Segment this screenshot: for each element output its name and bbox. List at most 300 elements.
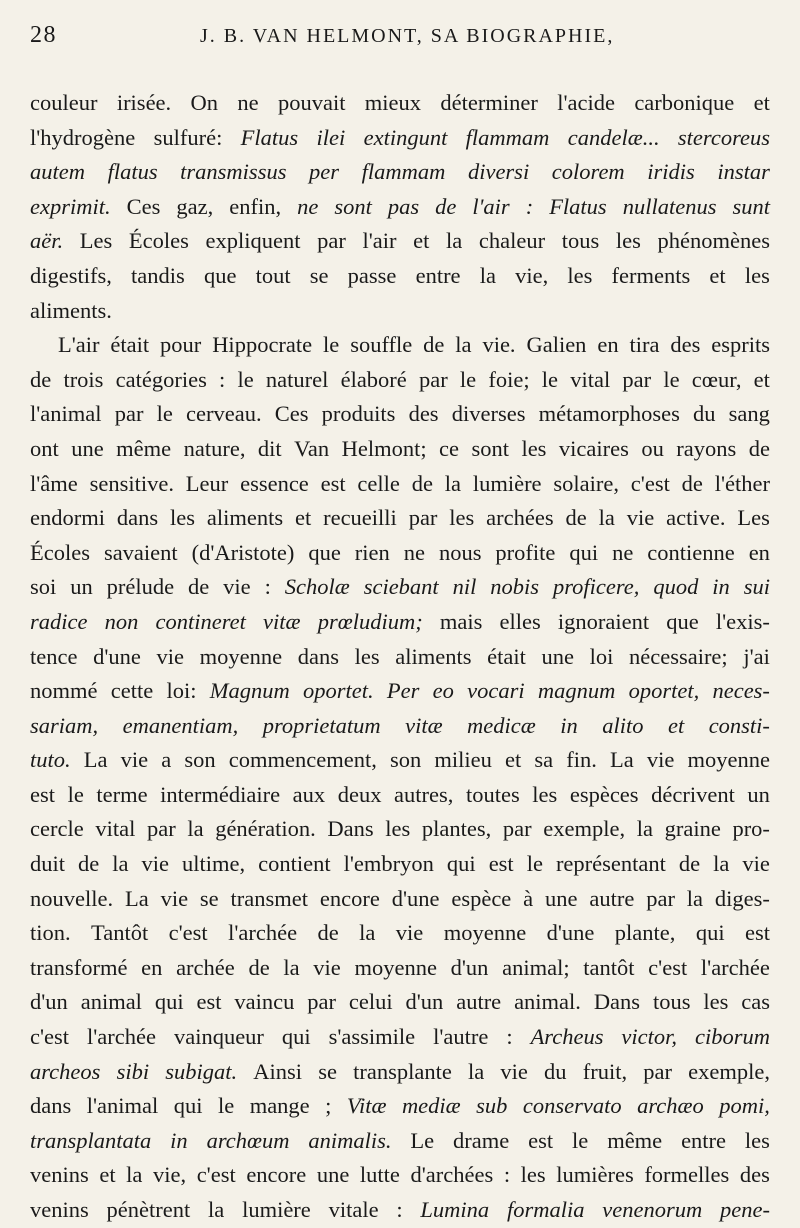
word: d'une bbox=[546, 920, 595, 946]
word: vie bbox=[120, 747, 149, 773]
word: rayons bbox=[676, 435, 737, 461]
word: tous bbox=[561, 228, 600, 254]
text-line bbox=[30, 1124, 770, 1159]
word: métamorphoses bbox=[538, 401, 680, 427]
word: On bbox=[190, 90, 219, 115]
latin-word: nullatenus bbox=[622, 193, 717, 219]
word: naturel bbox=[265, 366, 329, 392]
word: dans bbox=[30, 1093, 72, 1119]
word: diverses bbox=[451, 401, 526, 427]
word: esprits bbox=[711, 332, 770, 358]
word: la bbox=[112, 851, 129, 877]
word: de bbox=[78, 851, 100, 877]
word: la bbox=[446, 228, 463, 254]
word: Ces bbox=[274, 401, 309, 427]
word: et bbox=[504, 747, 522, 773]
word: de bbox=[748, 435, 770, 461]
latin-word: formalia bbox=[506, 1197, 585, 1222]
word: sont bbox=[471, 435, 509, 461]
word: autre bbox=[589, 885, 635, 911]
word: La bbox=[83, 747, 108, 773]
word: ne bbox=[403, 539, 425, 565]
text-line bbox=[30, 1055, 770, 1090]
word: même bbox=[607, 1127, 663, 1153]
word: ont bbox=[30, 435, 59, 461]
word: Hippocrate bbox=[212, 332, 313, 358]
word: qui bbox=[173, 1093, 203, 1119]
word: contient bbox=[258, 851, 331, 877]
word: plante, bbox=[614, 920, 676, 946]
word: recueilli bbox=[323, 505, 397, 531]
word: La bbox=[124, 885, 149, 911]
word: et bbox=[709, 262, 726, 288]
word: un bbox=[70, 574, 93, 600]
latin-word: in bbox=[712, 574, 730, 600]
word: le bbox=[572, 1127, 589, 1153]
word: les bbox=[615, 228, 641, 254]
word: par bbox=[146, 816, 176, 842]
word: lumière bbox=[472, 470, 542, 496]
latin-word: in bbox=[560, 712, 578, 738]
word: cercle bbox=[30, 816, 84, 842]
word: de bbox=[188, 574, 210, 600]
word: le bbox=[156, 401, 173, 427]
word: vie bbox=[742, 851, 770, 877]
word: la bbox=[359, 920, 376, 946]
word: est bbox=[488, 851, 514, 877]
word: les bbox=[744, 262, 770, 288]
text-line bbox=[30, 951, 770, 986]
word: et bbox=[294, 505, 312, 531]
latin-word: et bbox=[667, 712, 685, 738]
latin-word: radice bbox=[30, 608, 88, 634]
word: graine bbox=[664, 816, 721, 842]
word: sa bbox=[534, 747, 554, 773]
word: la bbox=[455, 332, 472, 358]
word: la bbox=[187, 816, 204, 842]
word: Tantôt bbox=[91, 920, 149, 946]
word: moyenne bbox=[354, 954, 437, 980]
latin-word: consti- bbox=[708, 712, 770, 738]
word: vie bbox=[160, 885, 189, 911]
text-line bbox=[30, 86, 770, 121]
word: Les bbox=[737, 505, 770, 531]
word: de bbox=[423, 332, 445, 358]
word: rien bbox=[354, 539, 390, 565]
word: drame bbox=[453, 1127, 510, 1153]
word: autre bbox=[456, 989, 502, 1015]
word: est bbox=[320, 470, 346, 496]
word: le bbox=[663, 366, 680, 392]
word: l'archée bbox=[700, 954, 770, 980]
word: la bbox=[686, 885, 704, 911]
word: la bbox=[444, 470, 462, 496]
word: archées bbox=[486, 505, 554, 531]
word: sang bbox=[728, 401, 770, 427]
word: transplante bbox=[353, 1058, 452, 1084]
latin-word: vocari bbox=[467, 678, 525, 704]
latin-word: sui bbox=[743, 574, 770, 600]
word: c'est bbox=[196, 1162, 236, 1188]
latin-word: : bbox=[525, 193, 534, 219]
word: le bbox=[237, 366, 254, 392]
word: de bbox=[681, 470, 703, 496]
word: la bbox=[283, 954, 300, 980]
word: active. bbox=[666, 505, 726, 531]
word: dit bbox=[257, 435, 282, 461]
latin-word: sibi bbox=[116, 1058, 150, 1084]
word: les bbox=[532, 781, 558, 807]
word: l'acide bbox=[557, 90, 615, 115]
word: les bbox=[567, 262, 593, 288]
word: est bbox=[528, 1127, 554, 1153]
word: les bbox=[354, 643, 380, 669]
latin-word: candelæ... bbox=[567, 124, 660, 150]
word: déterminer bbox=[440, 90, 538, 115]
word: mange bbox=[249, 1093, 310, 1119]
word: Van bbox=[294, 435, 330, 461]
word: tence bbox=[30, 643, 78, 669]
word: c'est bbox=[630, 470, 670, 496]
word: vie bbox=[223, 574, 251, 600]
word: par bbox=[114, 401, 144, 427]
word: entre bbox=[681, 1127, 727, 1153]
word: le bbox=[217, 1093, 235, 1119]
word: loi bbox=[589, 643, 614, 669]
word: les bbox=[521, 435, 547, 461]
word: du bbox=[544, 1058, 567, 1084]
word: encore bbox=[246, 1162, 307, 1188]
word: d'un bbox=[30, 989, 68, 1015]
word: que bbox=[666, 608, 699, 634]
word: duit bbox=[30, 851, 66, 877]
text-line bbox=[30, 259, 770, 294]
word: que bbox=[308, 539, 341, 565]
word: Dans bbox=[593, 989, 641, 1015]
latin-word: sunt bbox=[732, 193, 770, 219]
word: son bbox=[184, 747, 216, 773]
text-line bbox=[30, 1158, 770, 1193]
latin-word: quod bbox=[653, 574, 699, 600]
word: vie, bbox=[515, 262, 549, 288]
word: une bbox=[541, 643, 574, 669]
word: la bbox=[467, 1058, 485, 1084]
latin-word: de bbox=[435, 193, 457, 219]
word: ferments bbox=[611, 262, 691, 288]
latin-word: proprietatum bbox=[262, 712, 381, 738]
word: soi bbox=[30, 574, 57, 600]
word: souffle bbox=[350, 332, 413, 358]
latin-word: alito bbox=[602, 712, 644, 738]
word: d'un bbox=[450, 954, 489, 980]
word: exemple, bbox=[543, 816, 626, 842]
word: était bbox=[110, 332, 150, 358]
text-line bbox=[30, 501, 770, 536]
word: vie bbox=[141, 851, 170, 877]
word: la bbox=[636, 816, 653, 842]
word: qui bbox=[695, 920, 725, 946]
word: mais bbox=[439, 608, 483, 634]
word: Ainsi bbox=[253, 1058, 303, 1084]
word: l'archée bbox=[87, 1024, 156, 1050]
word: lumières bbox=[556, 1162, 634, 1188]
word: espèces bbox=[569, 781, 639, 807]
latin-word: oportet, bbox=[628, 678, 700, 704]
word: par bbox=[646, 885, 675, 911]
text-line bbox=[30, 916, 770, 951]
word: vaincu bbox=[234, 989, 295, 1015]
word: phénomènes bbox=[657, 228, 770, 254]
word: nouvelle. bbox=[30, 885, 114, 911]
word: animal. bbox=[514, 989, 581, 1015]
word: l'archée bbox=[228, 920, 298, 946]
word: a bbox=[161, 747, 172, 773]
word: deux bbox=[337, 781, 382, 807]
text-line bbox=[30, 812, 770, 847]
word: venins bbox=[30, 1197, 89, 1222]
word: les bbox=[169, 505, 195, 531]
text-line bbox=[30, 397, 770, 432]
word: le bbox=[526, 851, 543, 877]
word: transformé bbox=[30, 954, 128, 980]
word: les bbox=[703, 989, 729, 1015]
word: celle bbox=[357, 470, 400, 496]
word: qui bbox=[446, 851, 476, 877]
word: carbonique bbox=[634, 90, 735, 115]
word: que bbox=[203, 262, 237, 288]
word: par bbox=[317, 228, 346, 254]
word: cette bbox=[110, 678, 154, 704]
word: par bbox=[408, 505, 438, 531]
word: des bbox=[670, 332, 701, 358]
word: se bbox=[309, 262, 329, 288]
word: fruit, bbox=[582, 1058, 628, 1084]
latin-word: proficere, bbox=[552, 574, 640, 600]
word: l'hydrogène bbox=[30, 124, 136, 150]
latin-word: flatus bbox=[107, 159, 158, 185]
word: vie bbox=[156, 643, 185, 669]
word: chaleur bbox=[478, 228, 546, 254]
word: animal bbox=[80, 989, 142, 1015]
text-line bbox=[30, 605, 770, 640]
latin-word: sub bbox=[476, 1093, 508, 1119]
word: autres, bbox=[394, 781, 454, 807]
latin-word: archœum bbox=[206, 1127, 290, 1153]
word: à bbox=[523, 885, 534, 911]
word: des bbox=[739, 1162, 770, 1188]
word: terme bbox=[96, 781, 148, 807]
word: transmet bbox=[230, 885, 309, 911]
word: se bbox=[199, 885, 219, 911]
latin-word: sciebant bbox=[363, 574, 439, 600]
word: aliments. bbox=[30, 297, 112, 323]
latin-word: autem bbox=[30, 159, 85, 185]
word: même bbox=[116, 435, 172, 461]
word: le bbox=[541, 366, 559, 392]
text-line bbox=[30, 432, 770, 467]
word: celui bbox=[348, 989, 393, 1015]
word: sensitive. bbox=[89, 470, 174, 496]
latin-word: venenorum bbox=[602, 1197, 703, 1222]
latin-word: medicæ bbox=[467, 712, 536, 738]
latin-word: vitæ bbox=[263, 608, 301, 634]
word: de bbox=[411, 470, 433, 496]
word: lumière bbox=[242, 1197, 311, 1222]
word: vie, bbox=[152, 1162, 187, 1188]
word: contienne bbox=[647, 539, 735, 565]
latin-word: non bbox=[104, 608, 139, 634]
word: foie; bbox=[488, 366, 530, 392]
word: cœur, bbox=[691, 366, 742, 392]
word: catégories bbox=[115, 366, 207, 392]
word: pouvait bbox=[277, 90, 346, 115]
word: Le bbox=[410, 1127, 435, 1153]
text-line bbox=[30, 1089, 770, 1124]
text-line bbox=[30, 467, 770, 502]
word: c'est bbox=[168, 920, 208, 946]
word: l'âme bbox=[30, 470, 78, 496]
word: endormi bbox=[30, 505, 105, 531]
word: nommé bbox=[30, 678, 98, 704]
word: génération. bbox=[215, 816, 316, 842]
word: représentant bbox=[555, 851, 666, 877]
word: son bbox=[389, 747, 422, 773]
word: les bbox=[520, 1162, 546, 1188]
word: d'un bbox=[405, 989, 444, 1015]
page-header bbox=[30, 22, 770, 74]
latin-word: colorem bbox=[551, 159, 625, 185]
latin-word: instar bbox=[717, 159, 770, 185]
latin-word: animalis. bbox=[308, 1127, 392, 1153]
latin-word: Magnum bbox=[209, 678, 290, 704]
word: toutes bbox=[465, 781, 520, 807]
word: d'une bbox=[93, 643, 141, 669]
word: le bbox=[323, 332, 340, 358]
word: de bbox=[30, 366, 52, 392]
word: ce bbox=[439, 435, 460, 461]
latin-word: flammam bbox=[361, 159, 446, 185]
word: est bbox=[30, 781, 55, 807]
word: cerveau. bbox=[186, 401, 262, 427]
word: vie. bbox=[482, 332, 516, 358]
word: dans bbox=[116, 505, 159, 531]
latin-word: archeos bbox=[30, 1058, 101, 1084]
word: aux bbox=[292, 781, 326, 807]
word: tira bbox=[629, 332, 660, 358]
text-line bbox=[30, 640, 770, 675]
word: ; bbox=[325, 1093, 332, 1119]
latin-word: magnum bbox=[537, 678, 616, 704]
word: venins bbox=[30, 1162, 89, 1188]
page-number: 28 bbox=[30, 22, 57, 48]
word: qui bbox=[281, 1024, 311, 1050]
word: Écoles bbox=[128, 228, 189, 254]
word: plantes, bbox=[421, 816, 492, 842]
word: archée bbox=[176, 954, 235, 980]
word: nécessaire; bbox=[628, 643, 728, 669]
latin-word: transplantata bbox=[30, 1127, 152, 1153]
word: aliments bbox=[206, 505, 284, 531]
word: vie bbox=[646, 747, 675, 773]
word: de bbox=[678, 851, 701, 877]
body-text bbox=[30, 86, 770, 1228]
latin-word: Lumina bbox=[420, 1197, 490, 1222]
word: le bbox=[459, 366, 477, 392]
word: cas bbox=[741, 989, 770, 1015]
latin-word: flammam bbox=[465, 124, 550, 150]
word: vitale bbox=[328, 1197, 379, 1222]
word: le bbox=[67, 781, 84, 807]
word: de bbox=[565, 505, 587, 531]
word: moyenne bbox=[443, 920, 527, 946]
text-line bbox=[30, 743, 770, 778]
word: ou bbox=[641, 435, 664, 461]
text-line bbox=[30, 570, 770, 605]
word: enfin, bbox=[229, 193, 282, 219]
word: ignoraient bbox=[557, 608, 650, 634]
latin-word: oportet. bbox=[302, 678, 374, 704]
word: et bbox=[99, 1162, 116, 1188]
text-line bbox=[30, 155, 770, 190]
word: aliments bbox=[395, 643, 472, 669]
word: pénètrent bbox=[106, 1197, 191, 1222]
word: du bbox=[692, 401, 716, 427]
latin-word: nil bbox=[452, 574, 477, 600]
latin-word: pas bbox=[387, 193, 420, 219]
word: intermédiaire bbox=[160, 781, 281, 807]
word: ne bbox=[237, 90, 259, 115]
word: d'archées bbox=[410, 1162, 494, 1188]
word: Galien bbox=[526, 332, 587, 358]
word: en bbox=[141, 954, 163, 980]
word: : bbox=[503, 1162, 511, 1188]
latin-word: pomi, bbox=[719, 1093, 770, 1119]
latin-word: per bbox=[309, 159, 340, 185]
word: l'exis- bbox=[715, 608, 770, 634]
latin-word: sariam, bbox=[30, 712, 99, 738]
word: encore bbox=[319, 885, 380, 911]
word: d'une bbox=[391, 885, 440, 911]
text-line bbox=[30, 328, 770, 363]
word: une bbox=[71, 435, 104, 461]
word: l'embryon bbox=[343, 851, 434, 877]
word: tantôt bbox=[583, 954, 635, 980]
word: l'autre bbox=[433, 1024, 489, 1050]
latin-word: emanentiam, bbox=[122, 712, 239, 738]
text-line bbox=[30, 709, 770, 744]
word: lutte bbox=[359, 1162, 400, 1188]
text-line bbox=[30, 190, 770, 225]
word: Les bbox=[79, 228, 113, 254]
word: animal; bbox=[502, 954, 570, 980]
word: Écoles bbox=[30, 539, 90, 565]
word: par bbox=[622, 366, 652, 392]
word: dans bbox=[297, 643, 339, 669]
text-line bbox=[30, 1193, 770, 1228]
word: moyenne bbox=[199, 643, 283, 669]
word: formelles bbox=[644, 1162, 730, 1188]
word: trois bbox=[63, 366, 104, 392]
word: vital bbox=[570, 366, 611, 392]
word: tout bbox=[255, 262, 291, 288]
latin-word: ciborum bbox=[695, 1024, 770, 1050]
word: nature, bbox=[183, 435, 246, 461]
word: Helmont; bbox=[341, 435, 427, 461]
text-line bbox=[30, 121, 770, 156]
word: Leur bbox=[185, 470, 229, 496]
word: prélude bbox=[106, 574, 175, 600]
word: vicaires bbox=[558, 435, 629, 461]
